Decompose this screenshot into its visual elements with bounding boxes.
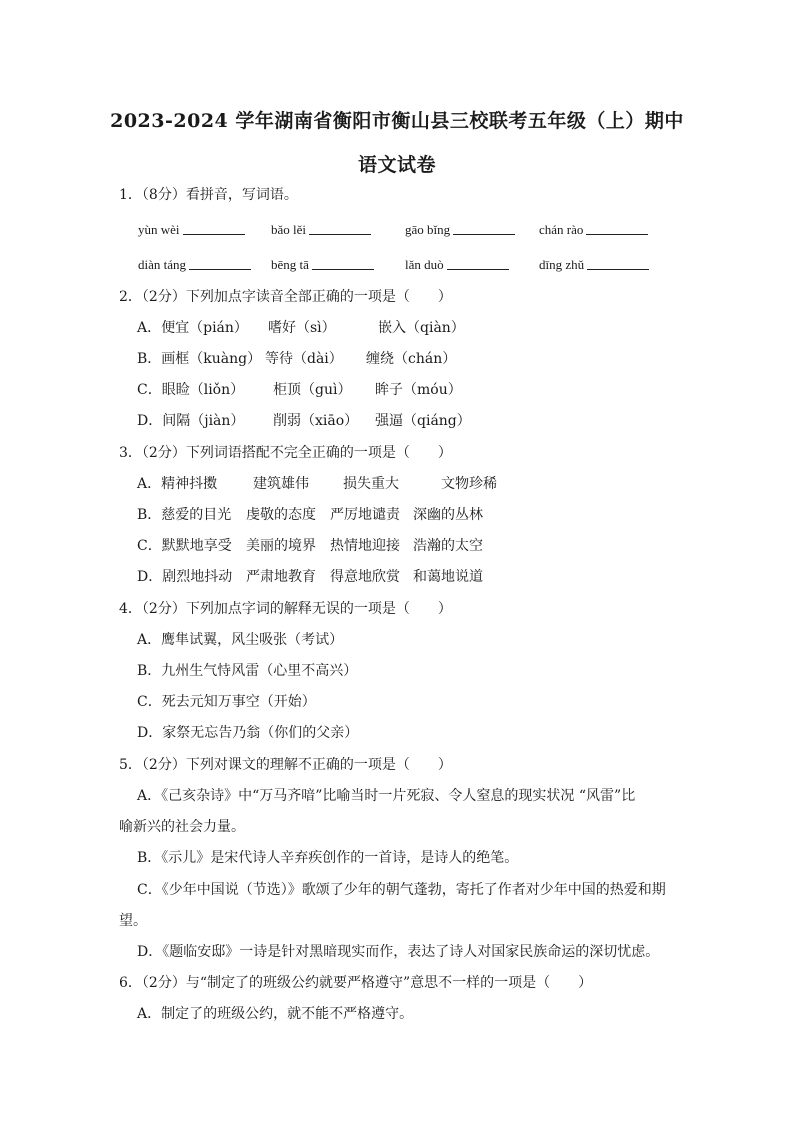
answer-blank[interactable] bbox=[312, 255, 374, 270]
option-text: 削弱（xiāo） bbox=[273, 413, 359, 429]
pinyin: bǎo lěi bbox=[271, 222, 307, 237]
option-text: D．间隔（jiàn） bbox=[137, 413, 245, 429]
pinyin: gāo bǐng bbox=[405, 222, 451, 237]
option-c[interactable]: C．《少年中国说（节选）》歌颂了少年的朝气蓬勃，寄托了作者对少年中国的热爱和期 bbox=[137, 882, 666, 898]
option-text: 损失重大 bbox=[343, 476, 399, 492]
option-d[interactable]: D．家祭无忘告乃翁（你们的父亲） bbox=[137, 725, 359, 741]
option-text: 和蔼地说道 bbox=[413, 569, 483, 585]
option-text: 强逼（qiáng） bbox=[375, 413, 471, 429]
option-c[interactable]: C．死去元知万事空（开始） bbox=[137, 694, 316, 710]
option-text: D．剧烈地抖动 bbox=[137, 569, 233, 585]
option-c-continuation: 望。 bbox=[119, 913, 147, 929]
option-a-continuation: 喻新兴的社会力量。 bbox=[119, 819, 245, 835]
option-text: 严肃地教育 bbox=[246, 569, 316, 585]
option-text: A．便宜（pián） bbox=[137, 320, 248, 336]
option-text: 虔敬的态度 bbox=[246, 507, 316, 523]
answer-blank[interactable] bbox=[183, 220, 245, 235]
option-text: 得意地欣赏 bbox=[330, 569, 400, 585]
option-text: 建筑雄伟 bbox=[253, 476, 309, 492]
answer-blank[interactable] bbox=[587, 255, 649, 270]
option-text: 美丽的境界 bbox=[246, 538, 316, 554]
question-5-stem: 5．（2分）下列对课文的理解不正确的一项是（ ） bbox=[119, 757, 452, 773]
answer-blank[interactable] bbox=[189, 255, 251, 270]
answer-blank[interactable] bbox=[586, 220, 648, 235]
pinyin: chán rào bbox=[539, 222, 584, 237]
pinyin: bēng tā bbox=[271, 257, 309, 272]
answer-blank[interactable] bbox=[309, 220, 371, 235]
question-2-stem: 2．（2分）下列加点字读音全部正确的一项是（ ） bbox=[119, 289, 452, 305]
answer-blank[interactable] bbox=[453, 220, 515, 235]
option-text: 浩瀚的太空 bbox=[413, 538, 483, 554]
option-b[interactable]: B．《示儿》是宋代诗人辛弃疾创作的一首诗，是诗人的绝笔。 bbox=[137, 850, 519, 866]
option-a[interactable]: A．鹰隼试翼，风尘吸张（考试） bbox=[137, 632, 344, 648]
pinyin: yùn wèi bbox=[138, 222, 180, 237]
pinyin: dīng zhǔ bbox=[539, 257, 585, 272]
option-text: 等待（dài） bbox=[265, 351, 343, 367]
pinyin: lǎn duò bbox=[405, 257, 444, 272]
option-a[interactable]: A．制定了的班级公约，就不能不严格遵守。 bbox=[137, 1006, 414, 1022]
question-3-stem: 3．（2分）下列词语搭配不完全正确的一项是（ ） bbox=[119, 445, 452, 461]
option-a[interactable]: A．《己亥杂诗》中“万马齐喑”比喻当时一片死寂、令人窒息的现实状况 “风雷”比 bbox=[137, 788, 636, 804]
title-line-2: 语文试卷 bbox=[357, 154, 436, 176]
question-1-stem: 1．（8分）看拼音，写词语。 bbox=[119, 187, 298, 203]
option-text: 嗜好（sì） bbox=[268, 320, 336, 336]
option-text: B．慈爱的目光 bbox=[137, 507, 232, 523]
title-line-1: 2023-2024 学年湖南省衡阳市衡山县三校联考五年级（上）期中 bbox=[110, 110, 684, 132]
question-6-stem: 6．（2分）与“制定了的班级公约就要严格遵守”意思不一样的一项是（ ） bbox=[119, 975, 593, 991]
option-text: C．眼睑（liǒn） bbox=[137, 382, 245, 398]
option-text: 深幽的丛林 bbox=[413, 507, 483, 523]
option-text: 嵌入（qiàn） bbox=[378, 320, 465, 336]
option-text: 文物珍稀 bbox=[441, 476, 497, 492]
option-d[interactable]: D．《题临安邸》一诗是针对黑暗现实而作，表达了诗人对国家民族命运的深切忧虑。 bbox=[137, 944, 660, 960]
pinyin: diàn táng bbox=[138, 257, 187, 272]
option-text: 眸子（móu） bbox=[375, 382, 462, 398]
option-text: C．默默地享受 bbox=[137, 538, 232, 554]
option-text: 严厉地谴责 bbox=[330, 507, 400, 523]
option-text: B．画框（kuàng） bbox=[137, 351, 262, 367]
option-text: A．精神抖擞 bbox=[137, 476, 218, 492]
question-4-stem: 4．（2分）下列加点字词的解释无误的一项是（ ） bbox=[119, 601, 452, 617]
answer-blank[interactable] bbox=[447, 255, 509, 270]
option-text: 柜顶（guì） bbox=[273, 382, 352, 398]
option-b[interactable]: B．九州生气恃风雷（心里不高兴） bbox=[137, 663, 358, 679]
option-text: 热情地迎接 bbox=[330, 538, 400, 554]
option-text: 缠绕（chán） bbox=[366, 351, 457, 367]
